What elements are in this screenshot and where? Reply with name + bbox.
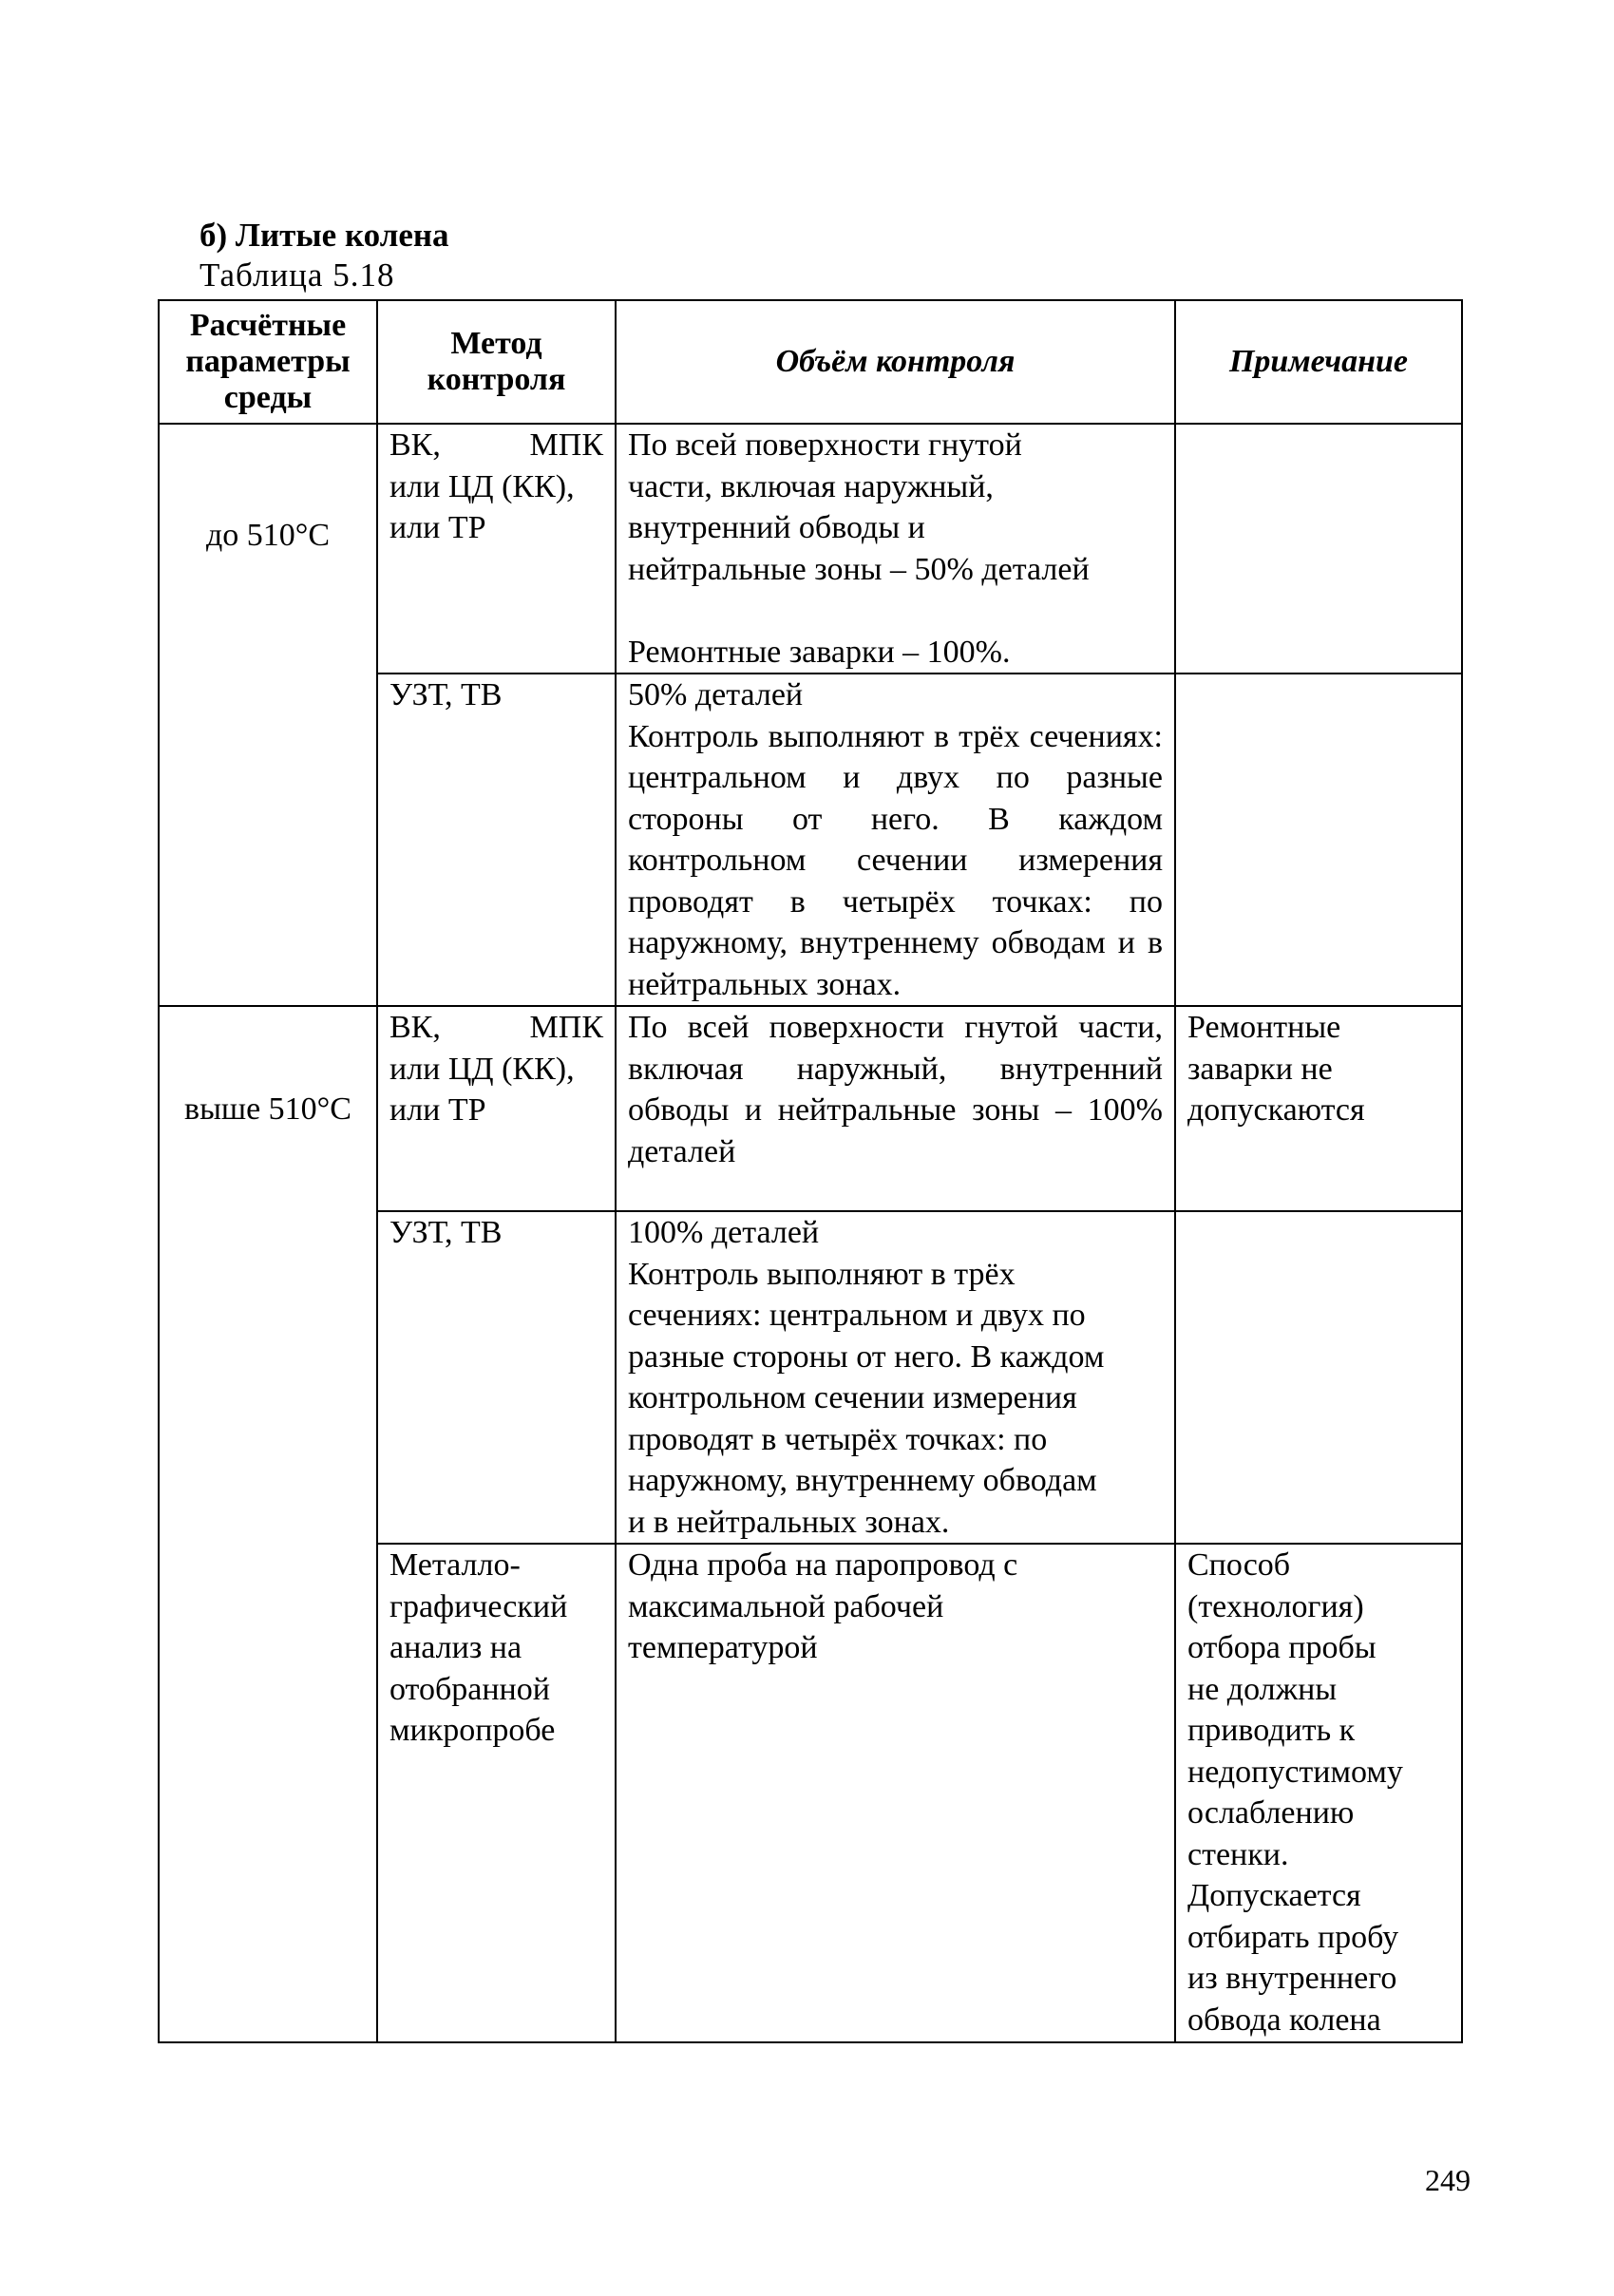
note-line: не должны [1187, 1671, 1338, 1707]
scope-line: внутренний обводы и [628, 510, 925, 545]
table-row [159, 424, 1462, 674]
scope-cell [616, 1006, 1175, 1211]
scope-cell [616, 424, 1175, 674]
scope-spacer [628, 590, 1163, 632]
note-line: стенки. [1187, 1836, 1289, 1872]
scope-paragraph: Контроль выполняют в трёх сечениях: центральном и двух по разные стороны от него. В каждом контрольном сечении измерения проводят в четырёх точках: по наружному, внутреннему обводам и в нейтральных зонах. [628, 718, 1163, 1002]
scope-line: сечениях: центральном и двух по [628, 1298, 1086, 1333]
method-line: микропробе [389, 1713, 556, 1748]
method-line: анализ на [389, 1630, 522, 1665]
param-cell: выше 510°С [159, 1006, 377, 2042]
method-line: Металло- [389, 1547, 521, 1583]
scope-cell [616, 1211, 1175, 1544]
method-line: или ЦД (КК), [389, 1051, 575, 1087]
page-number: 249 [1425, 2163, 1471, 2197]
method-line: ВК, МПК [389, 1010, 603, 1045]
note-line: (технология) [1187, 1588, 1364, 1624]
method-cell [377, 1544, 616, 2042]
scope-line: нейтральные зоны – 50% деталей [628, 551, 1090, 587]
header-method: Метод контроля [377, 300, 616, 424]
table-caption: Таблица 5.18 [199, 256, 395, 294]
note-line: Допускается [1187, 1878, 1361, 1913]
note-cell [1175, 424, 1462, 674]
note-line: из внутреннего [1187, 1961, 1397, 1996]
scope-cell [616, 1544, 1175, 2042]
scope-line: проводят в четырёх точках: по [628, 1421, 1048, 1457]
note-line: обвода колена [1187, 2002, 1381, 2038]
scope-paragraph: По всей поверхности гнутой части, включая наружный, внутренний обводы и нейтральные зоны – 100% деталей [628, 1010, 1163, 1169]
method-cell: УЗТ, ТВ [377, 1211, 616, 1544]
method-line: графический [389, 1588, 568, 1624]
method-line: ВК, МПК [389, 427, 603, 463]
section-title: б) Литые колена [199, 217, 449, 254]
param-cell: до 510°С [159, 424, 377, 1006]
scope-line: Ремонтные заварки – 100%. [628, 634, 1011, 670]
scope-line: Одна проба на паропровод с [628, 1547, 1018, 1583]
scope-line: части, включая наружный, [628, 468, 994, 504]
scope-line: 50% деталей [628, 677, 804, 712]
scope-line: 100% деталей [628, 1215, 820, 1250]
note-line: Способ [1187, 1547, 1291, 1583]
note-cell [1175, 1544, 1462, 2042]
method-line: или ТР [389, 1092, 486, 1128]
method-line: отобранной [389, 1671, 550, 1707]
scope-line: максимальной рабочей [628, 1588, 944, 1624]
method-cell [377, 1006, 616, 1211]
note-cell [1175, 674, 1462, 1006]
scope-line: По всей поверхности гнутой [628, 427, 1022, 463]
method-cell: УЗТ, ТВ [377, 674, 616, 1006]
table-header-row [159, 300, 1462, 424]
note-line: недопустимому [1187, 1754, 1403, 1790]
header-scope: Объём контроля [616, 300, 1175, 424]
scope-cell [616, 674, 1175, 1006]
control-table [158, 299, 1463, 2043]
note-line: отбора пробы [1187, 1630, 1377, 1665]
note-line: ослаблению [1187, 1795, 1355, 1831]
note-cell: Ремонтные заварки не допускаются [1175, 1006, 1462, 1211]
note-line: отбирать пробу [1187, 1919, 1399, 1955]
scope-line: контрольном сечении измерения [628, 1380, 1077, 1415]
method-line: или ЦД (КК), [389, 468, 575, 504]
scope-line: разные стороны от него. В каждом [628, 1338, 1105, 1375]
scope-line: температурой [628, 1630, 818, 1665]
scope-line: Контроль выполняют в трёх [628, 1256, 1016, 1292]
header-note: Примечание [1175, 300, 1462, 424]
scope-line: и в нейтральных зонах. [628, 1504, 950, 1540]
method-cell [377, 424, 616, 674]
scope-line: наружному, внутреннему обводам [628, 1463, 1097, 1498]
note-cell [1175, 1211, 1462, 1544]
method-line: или ТР [389, 510, 486, 545]
table-row [159, 1006, 1462, 1211]
header-params: Расчётные параметры среды [159, 300, 377, 424]
note-line: приводить к [1187, 1713, 1356, 1748]
